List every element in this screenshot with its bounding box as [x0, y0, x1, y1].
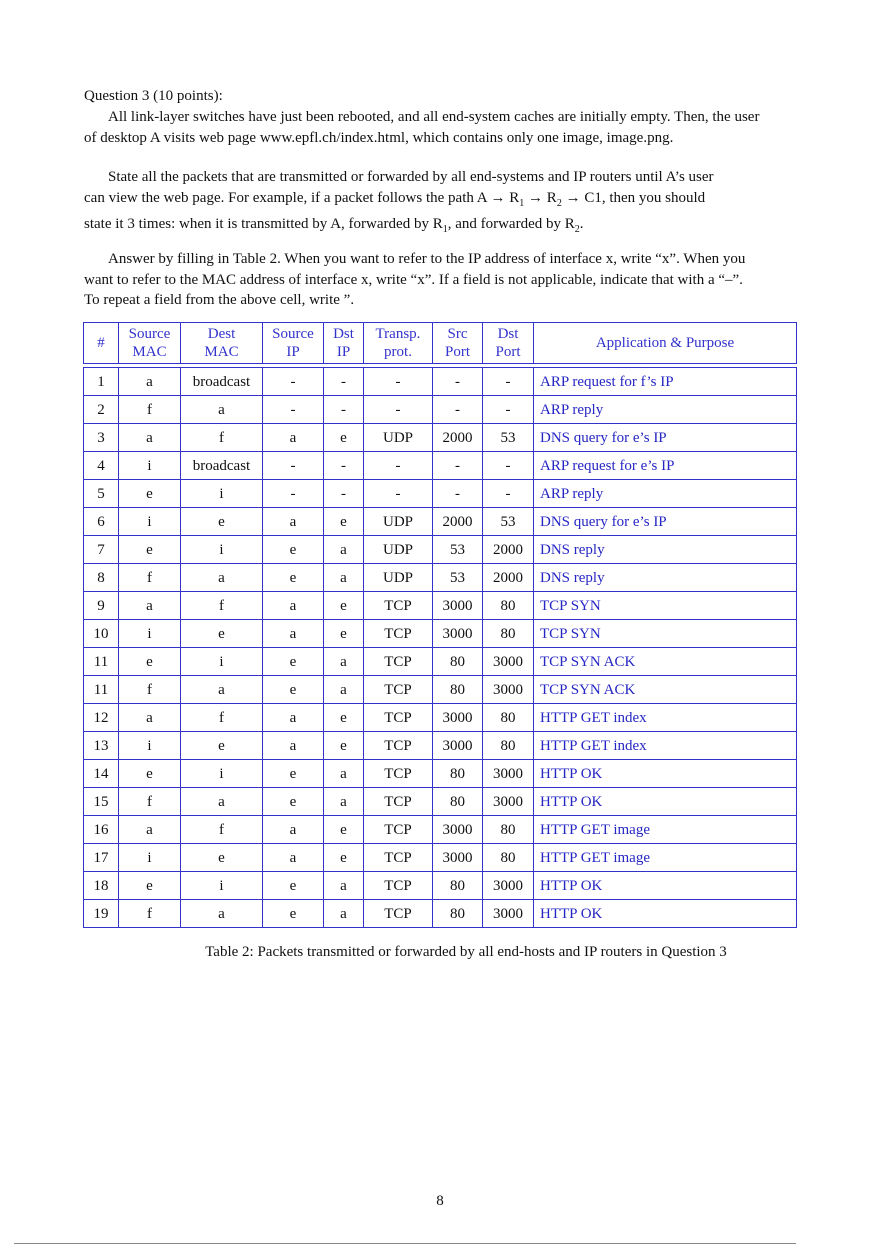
cell-dst-ip: a [324, 900, 364, 928]
table-row [84, 704, 797, 732]
cell-dest-mac: f [181, 704, 263, 732]
cell-dst-ip: a [324, 760, 364, 788]
cell-num: 13 [84, 732, 119, 760]
cell-src-port: 2000 [433, 424, 483, 452]
line2-sub-2: 2 [556, 197, 562, 209]
cell-source-mac: e [119, 480, 181, 508]
cell-dst-ip: - [324, 452, 364, 480]
cell-num: 5 [84, 480, 119, 508]
cell-source-ip: e [263, 872, 324, 900]
cell-num: 4 [84, 452, 119, 480]
line3-part-b: , and forwarded by R [447, 216, 575, 232]
answer-line-1: Answer by filling in Table 2. When you want to refer to the IP address of interface x, write “x”. When you [108, 251, 746, 267]
line3-sub-1: 1 [442, 224, 448, 235]
table-row [84, 788, 797, 816]
cell-dest-mac: a [181, 396, 263, 424]
cell-source-mac: e [119, 536, 181, 564]
cell-dst-ip: e [324, 508, 364, 536]
page-number: 8 [436, 1193, 444, 1209]
answer-instructions [84, 249, 856, 311]
cell-dest-mac: e [181, 620, 263, 648]
cell-dst-ip: e [324, 592, 364, 620]
header-transport [364, 323, 433, 364]
cell-application: HTTP OK [534, 788, 797, 816]
cell-transport: TCP [364, 592, 433, 620]
cell-dst-ip: e [324, 620, 364, 648]
cell-source-mac: i [119, 844, 181, 872]
cell-application: HTTP GET index [534, 732, 797, 760]
cell-dst-port: 53 [483, 424, 534, 452]
header-dest-mac-l1: Dest [207, 326, 236, 342]
cell-num: 16 [84, 816, 119, 844]
cell-source-ip: a [263, 424, 324, 452]
cell-application: TCP SYN ACK [534, 648, 797, 676]
cell-src-port: 80 [433, 648, 483, 676]
cell-application: ARP request for e’s IP [534, 452, 797, 480]
header-source-ip [263, 323, 324, 364]
table-row [84, 536, 797, 564]
cell-source-ip: a [263, 844, 324, 872]
cell-source-ip: a [263, 732, 324, 760]
cell-transport: TCP [364, 844, 433, 872]
header-dst-ip-l1: Dst [333, 326, 354, 342]
line3-part-c: . [579, 216, 584, 232]
cell-dst-port: 3000 [483, 648, 534, 676]
cell-source-ip: e [263, 788, 324, 816]
instruction-line-2 [84, 188, 856, 215]
cell-transport: - [364, 368, 433, 396]
cell-dst-ip: a [324, 788, 364, 816]
cell-src-port: 3000 [433, 704, 483, 732]
line2-part-a: can view the web page. For example, if a packet follows the path A → R [84, 189, 520, 206]
cell-dst-ip: - [324, 396, 364, 424]
cell-source-ip: - [263, 452, 324, 480]
cell-src-port: 3000 [433, 620, 483, 648]
cell-source-ip: a [263, 508, 324, 536]
cell-dest-mac: i [181, 480, 263, 508]
cell-num: 10 [84, 620, 119, 648]
cell-dest-mac: f [181, 816, 263, 844]
cell-transport: TCP [364, 648, 433, 676]
instruction-paragraph [84, 167, 856, 241]
footer-rule [14, 1243, 796, 1244]
cell-application: DNS query for e’s IP [534, 508, 797, 536]
header-dst-port [483, 323, 534, 364]
cell-src-port: - [433, 452, 483, 480]
header-application: Application & Purpose [534, 323, 797, 364]
cell-src-port: - [433, 480, 483, 508]
table-header-row [84, 323, 797, 364]
cell-dest-mac: broadcast [181, 368, 263, 396]
cell-src-port: 80 [433, 788, 483, 816]
cell-source-ip: e [263, 536, 324, 564]
cell-application: HTTP GET image [534, 816, 797, 844]
cell-num: 18 [84, 872, 119, 900]
cell-dst-port: - [483, 396, 534, 424]
cell-dest-mac: f [181, 424, 263, 452]
table-row [84, 872, 797, 900]
header-source-mac-l2: MAC [132, 344, 167, 360]
cell-src-port: 2000 [433, 508, 483, 536]
table-row [84, 480, 797, 508]
cell-dst-port: 80 [483, 592, 534, 620]
cell-dst-ip: a [324, 536, 364, 564]
header-source-mac [119, 323, 181, 364]
cell-source-mac: i [119, 620, 181, 648]
cell-transport: TCP [364, 788, 433, 816]
cell-application: HTTP GET image [534, 844, 797, 872]
cell-src-port: - [433, 396, 483, 424]
cell-dst-port: 80 [483, 732, 534, 760]
cell-source-mac: f [119, 396, 181, 424]
header-source-ip-l2: IP [286, 344, 300, 360]
table-row [84, 620, 797, 648]
cell-source-mac: f [119, 564, 181, 592]
cell-transport: TCP [364, 872, 433, 900]
cell-dest-mac: e [181, 732, 263, 760]
cell-transport: - [364, 480, 433, 508]
cell-source-mac: i [119, 508, 181, 536]
cell-source-ip: e [263, 648, 324, 676]
cell-num: 1 [84, 368, 119, 396]
cell-src-port: 53 [433, 536, 483, 564]
cell-application: HTTP OK [534, 900, 797, 928]
table-row [84, 900, 797, 928]
cell-num: 3 [84, 424, 119, 452]
cell-src-port: 80 [433, 900, 483, 928]
intro-paragraph [84, 107, 856, 148]
cell-num: 19 [84, 900, 119, 928]
cell-num: 12 [84, 704, 119, 732]
cell-src-port: 53 [433, 564, 483, 592]
header-source-mac-l1: Source [128, 326, 171, 342]
header-dest-mac-l2: MAC [204, 344, 239, 360]
instruction-line-1: State all the packets that are transmitted or forwarded by all end-systems and IP routers until A’s user [108, 169, 714, 185]
cell-transport: - [364, 452, 433, 480]
header-transport-l2: prot. [384, 344, 412, 360]
cell-source-mac: a [119, 424, 181, 452]
cell-dst-port: 2000 [483, 536, 534, 564]
cell-dst-ip: a [324, 676, 364, 704]
cell-source-mac: e [119, 760, 181, 788]
cell-transport: UDP [364, 508, 433, 536]
cell-source-mac: a [119, 816, 181, 844]
cell-src-port: 80 [433, 676, 483, 704]
cell-num: 17 [84, 844, 119, 872]
table-row [84, 396, 797, 424]
cell-transport: TCP [364, 760, 433, 788]
cell-source-ip: a [263, 704, 324, 732]
cell-transport: UDP [364, 424, 433, 452]
cell-application: TCP SYN ACK [534, 676, 797, 704]
instruction-line-3 [84, 214, 856, 241]
intro-line-2: of desktop A visits web page www.epfl.ch/index.html, which contains only one image, image.png. [84, 129, 674, 146]
cell-transport: TCP [364, 816, 433, 844]
cell-dst-ip: e [324, 816, 364, 844]
cell-source-mac: e [119, 872, 181, 900]
cell-num: 15 [84, 788, 119, 816]
cell-source-ip: a [263, 816, 324, 844]
cell-dst-ip: - [324, 368, 364, 396]
header-dst-ip [324, 323, 364, 364]
cell-src-port: 3000 [433, 844, 483, 872]
cell-dst-port: 53 [483, 508, 534, 536]
cell-transport: TCP [364, 732, 433, 760]
cell-dst-ip: e [324, 732, 364, 760]
cell-source-ip: - [263, 480, 324, 508]
cell-dest-mac: i [181, 760, 263, 788]
cell-source-mac: i [119, 452, 181, 480]
cell-source-ip: e [263, 564, 324, 592]
cell-source-mac: f [119, 676, 181, 704]
header-dst-ip-l2: IP [336, 344, 351, 360]
cell-dst-port: 80 [483, 844, 534, 872]
cell-num: 11 [84, 648, 119, 676]
cell-source-mac: f [119, 900, 181, 928]
table-row [84, 508, 797, 536]
line2-part-b: → R [524, 189, 557, 206]
cell-dest-mac: a [181, 900, 263, 928]
cell-application: DNS reply [534, 536, 797, 564]
cell-dst-port: - [483, 452, 534, 480]
header-src-port [433, 323, 483, 364]
cell-source-ip: e [263, 900, 324, 928]
table-row [84, 368, 797, 396]
cell-dest-mac: e [181, 844, 263, 872]
line2-sub-1: 1 [519, 197, 525, 209]
cell-source-ip: - [263, 396, 324, 424]
cell-num: 2 [84, 396, 119, 424]
cell-application: DNS reply [534, 564, 797, 592]
cell-dest-mac: i [181, 872, 263, 900]
header-dst-port-l1: Dst [497, 326, 519, 342]
cell-num: 7 [84, 536, 119, 564]
cell-dst-port: 3000 [483, 760, 534, 788]
cell-source-ip: e [263, 760, 324, 788]
cell-dst-ip: e [324, 424, 364, 452]
cell-application: HTTP GET index [534, 704, 797, 732]
header-num: # [84, 323, 119, 364]
header-src-port-l1: Src [447, 326, 468, 342]
cell-application: ARP reply [534, 396, 797, 424]
cell-transport: TCP [364, 676, 433, 704]
answer-line-2: want to refer to the MAC address of interface x, write “x”. If a field is not applicable, indicate that with a “–”. [84, 271, 743, 288]
cell-application: TCP SYN [534, 592, 797, 620]
header-dst-port-l2: Port [495, 344, 521, 360]
table-row [84, 452, 797, 480]
cell-num: 8 [84, 564, 119, 592]
cell-num: 6 [84, 508, 119, 536]
cell-dst-port: - [483, 480, 534, 508]
cell-dst-ip: a [324, 648, 364, 676]
table-row [84, 676, 797, 704]
table-row [84, 732, 797, 760]
cell-dest-mac: i [181, 536, 263, 564]
cell-dst-port: 80 [483, 704, 534, 732]
answer-line-3: To repeat a field from the above cell, write ”. [84, 292, 355, 308]
question-title: Question 3 (10 points): [84, 88, 223, 104]
cell-transport: TCP [364, 620, 433, 648]
cell-dst-port: 3000 [483, 788, 534, 816]
cell-dest-mac: a [181, 676, 263, 704]
cell-source-mac: a [119, 704, 181, 732]
cell-dst-port: 2000 [483, 564, 534, 592]
cell-source-mac: i [119, 732, 181, 760]
cell-num: 9 [84, 592, 119, 620]
line2-part-c: → C1, then you should [561, 189, 706, 206]
cell-source-ip: a [263, 592, 324, 620]
packets-table [83, 322, 797, 928]
cell-dst-port: 80 [483, 620, 534, 648]
table-body [84, 364, 797, 928]
cell-dst-port: 3000 [483, 900, 534, 928]
cell-src-port: 80 [433, 872, 483, 900]
table-row [84, 564, 797, 592]
table-row [84, 844, 797, 872]
cell-src-port: 80 [433, 760, 483, 788]
line3-sub-2: 2 [574, 224, 580, 235]
table-row [84, 592, 797, 620]
intro-line-1: All link-layer switches have just been rebooted, and all end-system caches are initially empty. Then, the user [108, 109, 760, 125]
line3-part-a: state it 3 times: when it is transmitted by A, forwarded by R [84, 216, 443, 232]
cell-transport: TCP [364, 900, 433, 928]
cell-dst-ip: a [324, 872, 364, 900]
cell-application: HTTP OK [534, 760, 797, 788]
header-dest-mac [181, 323, 263, 364]
header-src-port-l2: Port [444, 344, 470, 360]
cell-application: DNS query for e’s IP [534, 424, 797, 452]
cell-dest-mac: a [181, 788, 263, 816]
table-caption: Table 2: Packets transmitted or forwarded by all end-hosts and IP routers in Question 3 [205, 944, 727, 960]
cell-dest-mac: f [181, 592, 263, 620]
cell-src-port: 3000 [433, 732, 483, 760]
cell-source-mac: a [119, 368, 181, 396]
cell-num: 14 [84, 760, 119, 788]
cell-source-ip: a [263, 620, 324, 648]
cell-transport: - [364, 396, 433, 424]
cell-src-port: 3000 [433, 816, 483, 844]
cell-num: 11 [84, 676, 119, 704]
cell-dest-mac: e [181, 508, 263, 536]
cell-dst-ip: a [324, 564, 364, 592]
cell-transport: TCP [364, 704, 433, 732]
table-row [84, 648, 797, 676]
cell-source-mac: f [119, 788, 181, 816]
table-row [84, 760, 797, 788]
cell-dst-ip: - [324, 480, 364, 508]
cell-source-ip: e [263, 676, 324, 704]
cell-dst-ip: e [324, 704, 364, 732]
cell-transport: UDP [364, 536, 433, 564]
cell-source-mac: e [119, 648, 181, 676]
cell-transport: UDP [364, 564, 433, 592]
table-row [84, 424, 797, 452]
header-transport-l1: Transp. [375, 326, 421, 342]
cell-dest-mac: i [181, 648, 263, 676]
cell-dest-mac: a [181, 564, 263, 592]
header-source-ip-l1: Source [272, 326, 314, 342]
cell-dst-port: 3000 [483, 872, 534, 900]
cell-application: ARP request for f’s IP [534, 368, 797, 396]
cell-source-ip: - [263, 368, 324, 396]
cell-src-port: - [433, 368, 483, 396]
table-row [84, 816, 797, 844]
cell-src-port: 3000 [433, 592, 483, 620]
cell-dst-port: - [483, 368, 534, 396]
cell-dst-port: 3000 [483, 676, 534, 704]
cell-application: ARP reply [534, 480, 797, 508]
cell-dst-port: 80 [483, 816, 534, 844]
cell-dest-mac: broadcast [181, 452, 263, 480]
cell-dst-ip: e [324, 844, 364, 872]
cell-application: HTTP OK [534, 872, 797, 900]
cell-source-mac: a [119, 592, 181, 620]
cell-application: TCP SYN [534, 620, 797, 648]
